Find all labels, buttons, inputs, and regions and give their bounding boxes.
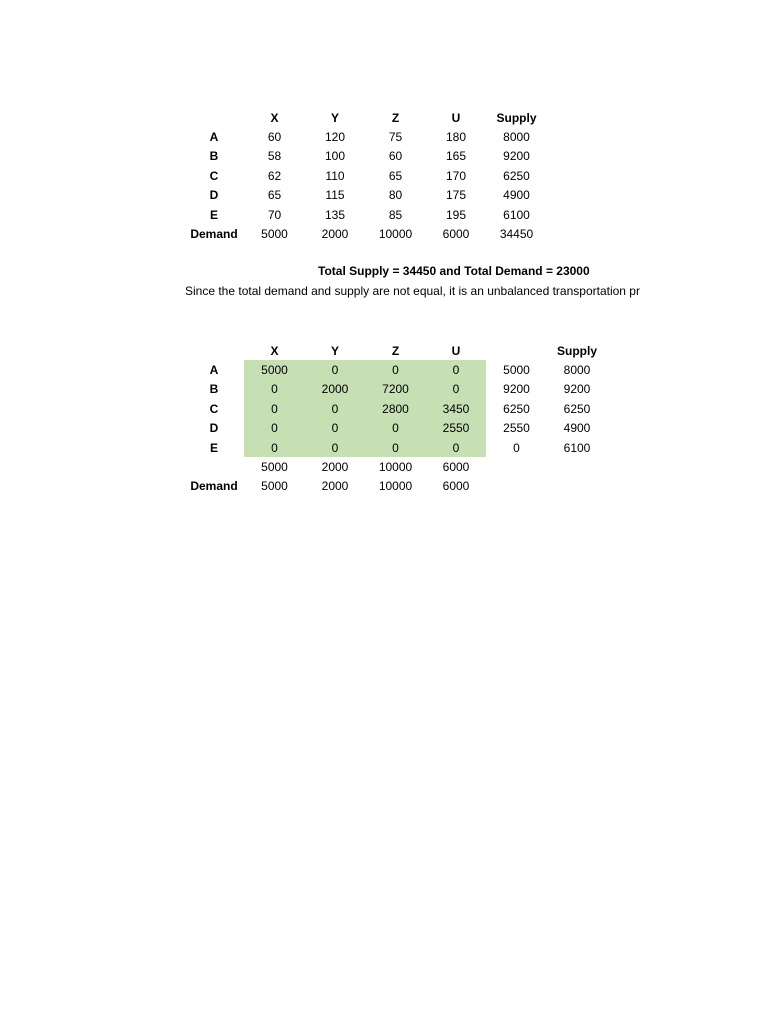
table-row bbox=[184, 127, 547, 146]
row-header: Demand bbox=[190, 227, 238, 242]
table-cell: 10000 bbox=[378, 460, 413, 475]
table-cell: 0 bbox=[426, 380, 486, 399]
table-cell: 0 bbox=[244, 438, 305, 457]
table-cell: 6000 bbox=[442, 227, 470, 242]
table-cell: 0 bbox=[513, 440, 520, 455]
allocation-table bbox=[184, 341, 607, 496]
table-cell: 9200 bbox=[503, 382, 530, 397]
table-cell: 6100 bbox=[563, 440, 591, 455]
table-cell: 65 bbox=[267, 188, 282, 203]
column-header: U bbox=[451, 110, 461, 125]
row-header: Demand bbox=[190, 479, 238, 494]
table-cell: 100 bbox=[324, 149, 346, 164]
table-cell: 0 bbox=[365, 438, 426, 457]
table-row bbox=[184, 477, 607, 496]
table-cell: 0 bbox=[244, 419, 305, 438]
table-cell: 60 bbox=[267, 130, 282, 145]
cost-table bbox=[184, 108, 547, 244]
table-row bbox=[184, 224, 547, 243]
row-header: E bbox=[209, 207, 218, 222]
table-row bbox=[184, 419, 607, 438]
column-header: Y bbox=[330, 343, 339, 358]
table-cell: 180 bbox=[445, 130, 467, 145]
table-cell: 8000 bbox=[503, 130, 530, 145]
totals-note: Total Supply = 34450 and Total Demand = 23000 bbox=[318, 264, 590, 278]
table-row bbox=[184, 166, 547, 185]
row-header: B bbox=[209, 149, 219, 164]
table-cell: 10000 bbox=[378, 227, 413, 242]
table-cell: 2000 bbox=[321, 460, 349, 475]
table-cell: 2000 bbox=[305, 380, 365, 399]
table-cell: 7200 bbox=[365, 380, 426, 399]
table-cell: 2800 bbox=[365, 399, 426, 418]
table-cell: 2550 bbox=[426, 419, 486, 438]
table-cell: 0 bbox=[426, 360, 486, 379]
table-cell: 70 bbox=[267, 207, 282, 222]
table-cell: 120 bbox=[324, 130, 346, 145]
column-header bbox=[486, 341, 547, 360]
table-cell: 5000 bbox=[261, 227, 288, 242]
table-cell: 2550 bbox=[503, 421, 530, 436]
header-row bbox=[184, 108, 547, 127]
table-cell: 175 bbox=[445, 188, 467, 203]
table-cell: 5000 bbox=[261, 460, 288, 475]
table-cell: 110 bbox=[325, 168, 345, 183]
row-header bbox=[184, 457, 244, 476]
table-row bbox=[184, 380, 607, 399]
table-cell: 2000 bbox=[321, 227, 349, 242]
table-cell: 4900 bbox=[563, 421, 591, 436]
table-row bbox=[184, 147, 547, 166]
table-cell: 34450 bbox=[499, 227, 534, 242]
table-cell: 6000 bbox=[442, 479, 470, 494]
header-row bbox=[184, 341, 607, 360]
table-cell: 2000 bbox=[321, 479, 349, 494]
column-header: Z bbox=[391, 110, 400, 125]
table-cell bbox=[486, 477, 547, 496]
table-cell: 0 bbox=[426, 438, 486, 457]
table-cell: 5000 bbox=[503, 363, 530, 378]
table-cell: 195 bbox=[445, 207, 467, 222]
table-cell: 9200 bbox=[563, 382, 591, 397]
table-cell: 65 bbox=[388, 168, 403, 183]
table-cell: 10000 bbox=[378, 479, 413, 494]
table-cell: 4900 bbox=[503, 188, 530, 203]
column-header: U bbox=[451, 343, 461, 358]
table-cell: 170 bbox=[445, 168, 467, 183]
table-cell bbox=[547, 457, 607, 476]
table-cell: 0 bbox=[244, 380, 305, 399]
table-cell: 6250 bbox=[503, 168, 530, 183]
row-header: C bbox=[209, 401, 219, 416]
table-cell: 8000 bbox=[563, 363, 591, 378]
column-header: Y bbox=[330, 110, 339, 125]
table-cell: 3450 bbox=[426, 399, 486, 418]
table-cell bbox=[547, 477, 607, 496]
table-row bbox=[184, 360, 607, 379]
row-header: C bbox=[209, 168, 219, 183]
column-header: X bbox=[270, 343, 279, 358]
table-cell: 0 bbox=[244, 399, 305, 418]
column-header: Z bbox=[391, 343, 400, 358]
table-cell: 60 bbox=[388, 149, 403, 164]
table-cell: 0 bbox=[305, 360, 365, 379]
table-cell bbox=[486, 457, 547, 476]
column-header bbox=[184, 108, 244, 127]
table-row bbox=[184, 186, 547, 205]
row-header: A bbox=[209, 130, 219, 145]
unbalanced-note: Since the total demand and supply are not equal, it is an unbalanced transportation pr bbox=[185, 284, 640, 298]
row-header: A bbox=[209, 363, 219, 378]
column-header: Supply bbox=[556, 343, 597, 358]
table-cell: 62 bbox=[267, 168, 282, 183]
table-cell: 6250 bbox=[563, 401, 591, 416]
table-cell: 85 bbox=[388, 207, 403, 222]
table-cell: 9200 bbox=[503, 149, 530, 164]
table-cell: 75 bbox=[388, 130, 403, 145]
table-cell: 58 bbox=[267, 149, 282, 164]
table-row bbox=[184, 438, 607, 457]
table-cell: 6250 bbox=[503, 401, 530, 416]
column-header: X bbox=[270, 110, 279, 125]
table-cell: 0 bbox=[305, 438, 365, 457]
table-cell: 135 bbox=[324, 207, 346, 222]
row-header: D bbox=[209, 188, 219, 203]
table-row bbox=[184, 205, 547, 224]
table-row bbox=[184, 399, 607, 418]
row-header: D bbox=[209, 421, 219, 436]
table-row bbox=[184, 457, 607, 476]
table-cell: 115 bbox=[325, 188, 345, 203]
column-header: Supply bbox=[496, 110, 537, 125]
table-cell: 5000 bbox=[244, 360, 305, 379]
table-cell: 0 bbox=[365, 360, 426, 379]
column-header bbox=[184, 341, 244, 360]
table-cell: 165 bbox=[445, 149, 467, 164]
row-header: B bbox=[209, 382, 219, 397]
table-cell: 80 bbox=[388, 188, 403, 203]
table-cell: 0 bbox=[365, 419, 426, 438]
table-cell: 6100 bbox=[503, 207, 530, 222]
table-cell: 5000 bbox=[261, 479, 288, 494]
table-cell: 0 bbox=[305, 419, 365, 438]
table-cell: 0 bbox=[305, 399, 365, 418]
table-cell: 6000 bbox=[442, 460, 470, 475]
row-header: E bbox=[209, 440, 218, 455]
